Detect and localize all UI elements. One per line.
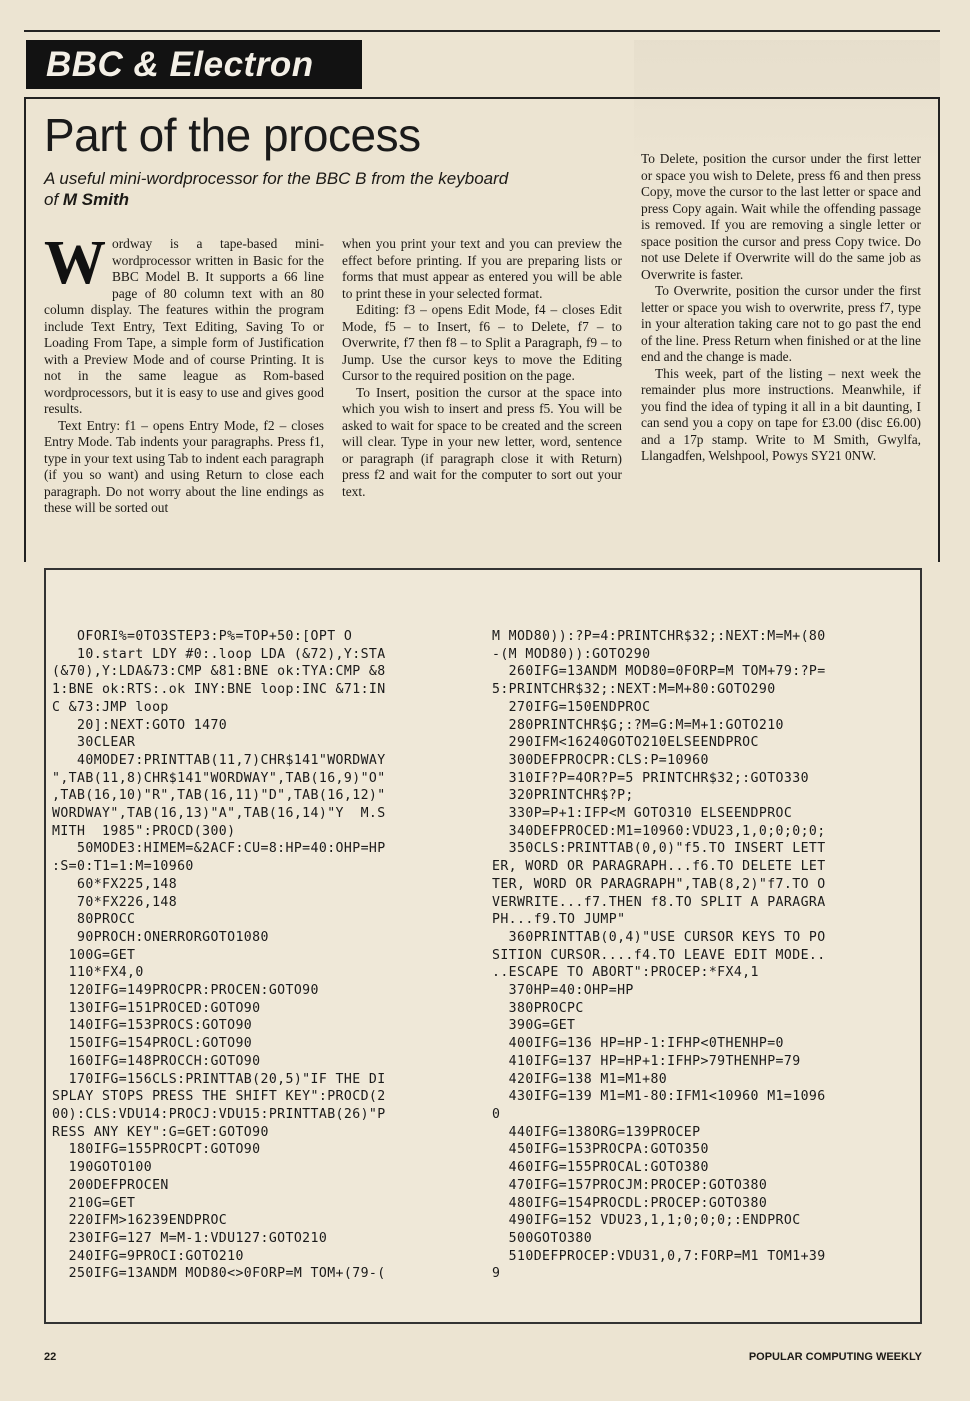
body-column-3 (641, 151, 921, 465)
author-name: M Smith (62, 190, 130, 209)
listing-left-column: OFORI%=0TO3STEP3:P%=TOP+50:[OPT O 10.start LDY #0:.loop LDA (&72),Y:STA (&70),Y:LDA&73:CMP &81:BNE ok:TYA:CMP &8 1:BNE ok:RTS:.ok INY:BNE loop:INC &71:IN C &73:JMP loop 20]:NEXT:GOTO 1470 30CLEAR 40MODE7:PRINTTAB(11,7)CHR$141"WORDWAY ",TAB(11,8)CHR$141"WORDWAY",TAB(16,9)"O" ,TAB(16,10)"R",TAB(16,11)"D",TAB(16,12)" WORDWAY",TAB(16,13)"A",TAB(16,14)"Y M.S MITH 1985":PROCD(300) 50MODE3:HIMEM=&2ACF:CU=8:HP=40:OHP=HP :S=0:T1=1:M=10960 60*FX225,148 70*FX226,148 80PROCC 90PROCH:ONERRORGOTO1080 100G=GET 110*FX4,0 120IFG=149PROCPR:PROCEN:GOTO90 130IFG=151PROCED:GOTO90 140IFG=153PROCS:GOTO90 150IFG=154PROCL:GOTO90 160IFG=148PROCCH:GOTO90 170IFG=156CLS:PRINTTAB(20,5)"IF THE DI SPLAY STOPS PRESS THE SHIFT KEY":PROCD(2 00):CLS:VDU14:PROCJ:VDU15:PRINTTAB(26)"P RESS ANY KEY":G=GET:GOTO90 180IFG=155PROCPT:GOTO90 190GOTO100 200DEFPROCEN 210G=GET 220IFM>16239ENDPROC 230IFG=127 M=M-1:VDU127:GOTO210 240IFG=9PROCI:GOTO210 250IFG=13ANDM MOD80<>0FORP=M TOM+(79-( (52, 629, 386, 1282)
headline: Part of the process (44, 109, 421, 161)
body-paragraph: Editing: f3 – opens Edit Mode, f4 – closes Edit Mode, f5 – to Insert, f6 – to Delete, f7 – to Overwrite, f7 then f8 – to Split a Paragraph, f9 – to Jump. Use the cursor keys to move the Editing Cursor to the required position on the page. (342, 302, 622, 383)
body-paragraph: To Insert, position the cursor at the space into which you wish to insert and press f5. You will be asked to wait for space to be created and the screen will clear. Type in your new letter, word, sentence or paragraph (if paragraph close it with Return) press f2 and wait for the computer to sort out your text. (342, 384, 622, 499)
body-column-1 (44, 229, 324, 517)
standfirst (44, 168, 524, 210)
top-rule (24, 30, 940, 32)
body-text: ordway is a tape-based mini-wordprocessor written in Basic for the BBC Model B. It supports a 66 line page of 80 column text with an 80 column display. The features within the program include Text Entry, Text Editing, Saving To or Loading From Tape, a simple form of Justification with a Preview Mode and of course Printing. It is not in the same league as Rom-based wordprocessors, but it is easy to use and gives good results. (44, 236, 324, 416)
body-paragraph: To Overwrite, position the cursor under the first letter or space you wish to overwrite, press f7, type in your alteration taking care not to go past the end of the line. Press Return when finished or at the line end and the change is made. (641, 283, 921, 364)
body-paragraph: To Delete, position the cursor under the first letter or space you wish to Delete, press f6 and then press Copy, move the cursor to the last letter or space and press Copy again. Wait while the offending passage is removed. If you are removing a single letter or space position the cursor and press Copy twice. Do not use Delete if Overwrite will do the same job as Overwrite is faster. (641, 151, 921, 282)
publication-name: POPULAR COMPUTING WEEKLY (748, 1351, 922, 1363)
listing-right-column: M MOD80)):?P=4:PRINTCHR$32;:NEXT:M=M+(80 -(M MOD80)):GOTO290 260IFG=13ANDM MOD80=0FORP=M TOM+79:?P= 5:PRINTCHR$32;:NEXT:M=M+80:GOTO290 270IFG=150ENDPROC 280PRINTCHR$G;:?M=G:M=M+1:GOTO210 290IFM<16240GOTO210ELSEENDPROC 300DEFPROCPR:CLS:P=10960 310IF?P=4OR?P=5 PRINTCHR$32;:GOTO330 320PRINTCHR$?P; 330P=P+1:IFP<M GOTO310 ELSEENDPROC 340DEFPROCED:M1=10960:VDU23,1,0;0;0;0; 350CLS:PRINTTAB(0,0)"f5.TO INSERT LETT ER, WORD OR PARAGRAPH...f6.TO DELETE LET TER, WORD OR PARAGRAPH",TAB(8,2)"f7.TO O VERWRITE...f7.THEN f8.TO SPLIT A PARAGRA PH...f9.TO JUMP" 360PRINTTAB(0,4)"USE CURSOR KEYS TO PO SITION CURSOR....f4.TO LEAVE EDIT MODE.. ..ESCAPE TO ABORT":PROCEP:*FX4,1 370HP=40:OHP=HP 380PROCPC 390G=GET 400IFG=136 HP=HP-1:IFHP<0THENHP=0 410IFG=137 HP=HP+1:IFHP>79THENHP=79 420IFG=138 M1=M1+80 430IFG=139 M1=M1-80:IFM1<10960 M1=1096 0 440IFG=138ORG=139PROCEP 450IFG=153PROCPA:GOTO350 460IFG=155PROCAL:GOTO380 470IFG=157PROCJM:PROCEP:GOTO380 480IFG=154PROCDL:PROCEP:GOTO380 490IFG=152 VDU23,1,1;0;0;0;:ENDPROC 500GOTO380 510DEFPROCEP:VDU31,0,7:FORP=M1 TOM1+39 9 (492, 629, 826, 1282)
page-number: 22 (44, 1351, 57, 1363)
program-listing-box (44, 568, 922, 1324)
body-paragraph (44, 229, 324, 418)
body-paragraph: when you print your text and you can preview the effect before printing. If you are preparing lists or forms that must appear as entered you will be able to print these in your selected format. (342, 236, 622, 301)
body-column-2 (342, 236, 622, 500)
body-paragraph: Text Entry: f1 – opens Entry Mode, f2 – closes Entry Mode. Tab indents your paragraphs. Press f1, type in your text using Tab to indent each paragraph (if you so want) and using Return to close each paragraph. Do not worry about the line endings as these will be sorted out (44, 417, 324, 515)
drop-cap: W (44, 229, 106, 297)
body-paragraph: This week, part of the listing – next week the remainder plus more instructions. Meanwhile, if you find the idea of typing it all in a bit daunting, I can send you a copy on tape for £3.00 (disc £6.00) and a 17p stamp. Write to M Smith, Gwylfa, Llangadfen, Welshpool, Powys SY21 0NW. (641, 365, 921, 463)
standfirst-text: A useful mini-wordprocessor for the BBC B from the keyboard of (44, 169, 509, 209)
section-banner: BBC & Electron (26, 40, 362, 89)
